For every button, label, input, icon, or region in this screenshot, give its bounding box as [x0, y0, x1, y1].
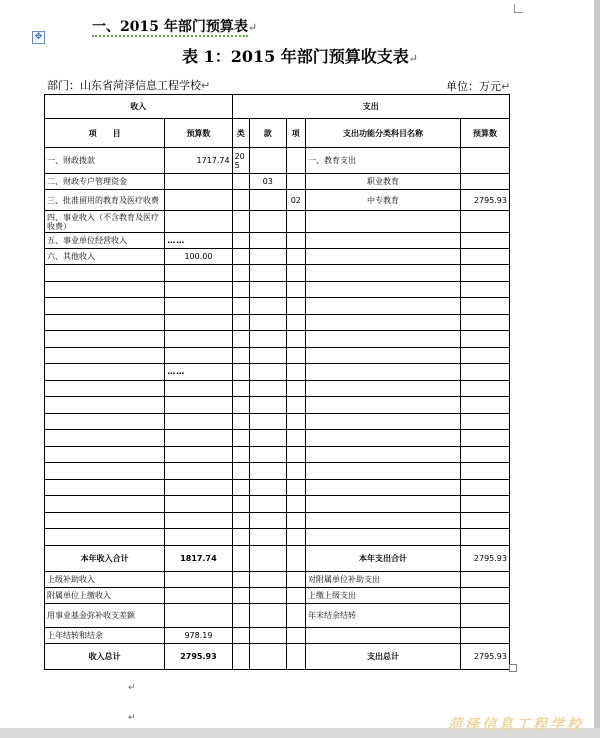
- cell-xiang[interactable]: [286, 397, 305, 414]
- cell-budget2[interactable]: [460, 233, 509, 249]
- cell-budget2[interactable]: [460, 603, 509, 627]
- table-row: [45, 529, 510, 546]
- cell-kuan[interactable]: [249, 148, 286, 174]
- cell-budget2[interactable]: [460, 298, 509, 315]
- total-expense-value[interactable]: 2795.93: [460, 545, 509, 571]
- cell-budget2[interactable]: [460, 512, 509, 529]
- cell-budget[interactable]: [165, 571, 232, 587]
- grand-income-label[interactable]: 收入总计: [45, 643, 165, 669]
- cell-xiang[interactable]: [286, 148, 305, 174]
- cell-kuan[interactable]: [249, 298, 286, 315]
- cell-kuan[interactable]: [249, 347, 286, 364]
- cell-kuan[interactable]: [249, 249, 286, 265]
- cell-lei[interactable]: [232, 249, 249, 265]
- table-row: [45, 380, 510, 397]
- cell-kuan[interactable]: [249, 529, 286, 546]
- cell-xiang[interactable]: 02: [286, 190, 305, 211]
- cell-xiang[interactable]: [286, 545, 305, 571]
- table-row: [45, 233, 510, 249]
- cell-item[interactable]: 用事业基金弥补收支差额: [45, 603, 165, 627]
- cell-func[interactable]: [305, 364, 460, 381]
- cell-func[interactable]: 中专教育: [305, 190, 460, 211]
- cell-item[interactable]: [45, 413, 165, 430]
- table-row: [45, 512, 510, 529]
- cell-budget2[interactable]: [460, 281, 509, 298]
- cell-xiang[interactable]: [286, 627, 305, 643]
- cell-xiang[interactable]: [286, 174, 305, 190]
- extra-row: [45, 627, 510, 643]
- cell-kuan[interactable]: [249, 545, 286, 571]
- cell-func[interactable]: [305, 463, 460, 480]
- cell-xiang[interactable]: [286, 529, 305, 546]
- cell-budget2[interactable]: [460, 148, 509, 174]
- cell-xiang[interactable]: [286, 446, 305, 463]
- total-expense-label[interactable]: 本年支出合计: [305, 545, 460, 571]
- cell-xiang[interactable]: [286, 347, 305, 364]
- cell-lei[interactable]: [232, 512, 249, 529]
- cell-budget[interactable]: [165, 314, 232, 331]
- table-row: [45, 190, 510, 211]
- cell-item[interactable]: [45, 281, 165, 298]
- cell-lei[interactable]: [232, 380, 249, 397]
- cell-func[interactable]: [305, 298, 460, 315]
- cell-lei[interactable]: [232, 545, 249, 571]
- table-row: [45, 397, 510, 414]
- paragraph-mark-icon: ↵: [247, 21, 258, 34]
- cell-lei[interactable]: [232, 265, 249, 282]
- table-resize-handle[interactable]: [509, 664, 517, 672]
- table-row: [45, 314, 510, 331]
- cell-budget2[interactable]: [460, 249, 509, 265]
- cell-func[interactable]: [305, 529, 460, 546]
- cell-budget2[interactable]: [460, 265, 509, 282]
- cell-budget2[interactable]: [460, 364, 509, 381]
- cell-item[interactable]: [45, 479, 165, 496]
- income-header[interactable]: 收入: [45, 95, 233, 119]
- table-row: [45, 174, 510, 190]
- cell-xiang[interactable]: [286, 331, 305, 348]
- cell-budget[interactable]: 978.19: [165, 627, 232, 643]
- extra-row: [45, 587, 510, 603]
- cell-budget[interactable]: [165, 512, 232, 529]
- table-row: [45, 347, 510, 364]
- cell-item[interactable]: 三、批准留用的教育及医疗收费: [45, 190, 165, 211]
- cell-budget2[interactable]: [460, 446, 509, 463]
- cell-xiang[interactable]: [286, 364, 305, 381]
- cell-kuan[interactable]: [249, 496, 286, 513]
- cell-lei[interactable]: [232, 463, 249, 480]
- cell-xiang[interactable]: [286, 233, 305, 249]
- cell-budget[interactable]: [165, 603, 232, 627]
- cell-xiang[interactable]: [286, 643, 305, 669]
- table-row: [45, 211, 510, 233]
- cell-xiang[interactable]: [286, 380, 305, 397]
- cell-func[interactable]: [305, 413, 460, 430]
- budget-table: [44, 94, 510, 670]
- col-budget-header[interactable]: 预算数: [165, 119, 232, 148]
- table-title-text: 表 1：2015 年部门预算收支表: [181, 47, 409, 66]
- crop-mark: [514, 4, 523, 13]
- cell-budget[interactable]: [165, 587, 232, 603]
- page-edge-shadow: [594, 0, 600, 738]
- cell-xiang[interactable]: [286, 298, 305, 315]
- cell-lei[interactable]: [232, 446, 249, 463]
- cell-item[interactable]: [45, 298, 165, 315]
- cell-item[interactable]: [45, 529, 165, 546]
- cell-func[interactable]: [305, 233, 460, 249]
- cell-lei[interactable]: [232, 281, 249, 298]
- cell-lei[interactable]: [232, 413, 249, 430]
- table-row: [45, 446, 510, 463]
- cell-budget2[interactable]: [460, 479, 509, 496]
- section-heading: [92, 16, 257, 36]
- cell-budget[interactable]: [165, 529, 232, 546]
- cell-budget[interactable]: [165, 174, 232, 190]
- cell-func[interactable]: [305, 479, 460, 496]
- cell-func[interactable]: 一、教育支出: [305, 148, 460, 174]
- cell-func[interactable]: [305, 265, 460, 282]
- cell-item[interactable]: [45, 397, 165, 414]
- cell-kuan[interactable]: [249, 211, 286, 233]
- table-row: [45, 281, 510, 298]
- cell-kuan[interactable]: [249, 603, 286, 627]
- cell-lei[interactable]: [232, 314, 249, 331]
- cell-xiang[interactable]: [286, 463, 305, 480]
- cell-lei[interactable]: [232, 364, 249, 381]
- cell-item[interactable]: [45, 314, 165, 331]
- cell-func[interactable]: [305, 446, 460, 463]
- cell-lei[interactable]: [232, 603, 249, 627]
- cell-kuan[interactable]: [249, 265, 286, 282]
- cell-lei[interactable]: [232, 627, 249, 643]
- cell-lei[interactable]: [232, 174, 249, 190]
- col-xiang-header[interactable]: 项: [286, 119, 305, 148]
- grand-total-row: [45, 643, 510, 669]
- cell-kuan[interactable]: [249, 397, 286, 414]
- cell-item[interactable]: 上级补助收入: [45, 571, 165, 587]
- cell-budget[interactable]: [165, 496, 232, 513]
- cell-item[interactable]: [45, 331, 165, 348]
- cell-kuan[interactable]: [249, 281, 286, 298]
- cell-budget[interactable]: [165, 479, 232, 496]
- total-income-label[interactable]: 本年收入合计: [45, 545, 165, 571]
- cell-lei[interactable]: [232, 331, 249, 348]
- cell-kuan[interactable]: [249, 430, 286, 447]
- grand-expense-value[interactable]: 2795.93: [460, 643, 509, 669]
- cell-budget2[interactable]: [460, 397, 509, 414]
- cell-item[interactable]: [45, 364, 165, 381]
- cell-item[interactable]: 附属单位上缴收入: [45, 587, 165, 603]
- cell-item[interactable]: [45, 265, 165, 282]
- section-heading-text: 一、2015 年部门预算表: [92, 19, 248, 35]
- cell-budget[interactable]: [165, 413, 232, 430]
- grand-expense-label[interactable]: 支出总计: [305, 643, 460, 669]
- cell-xiang[interactable]: [286, 265, 305, 282]
- table-row: [45, 148, 510, 174]
- department-text: 部门：山东省菏泽信息工程学校: [47, 79, 201, 92]
- cell-item[interactable]: [45, 430, 165, 447]
- cell-xiang[interactable]: [286, 281, 305, 298]
- cell-xiang[interactable]: [286, 249, 305, 265]
- cell-kuan[interactable]: [249, 587, 286, 603]
- table-row: [45, 298, 510, 315]
- cell-lei[interactable]: [232, 430, 249, 447]
- table-move-handle-icon[interactable]: ✥: [32, 31, 45, 44]
- cell-budget[interactable]: [165, 463, 232, 480]
- cell-item[interactable]: 六、其他收入: [45, 249, 165, 265]
- cell-func[interactable]: [305, 314, 460, 331]
- cell-xiang[interactable]: [286, 413, 305, 430]
- cell-budget2[interactable]: [460, 463, 509, 480]
- cell-lei[interactable]: [232, 496, 249, 513]
- cell-kuan[interactable]: [249, 233, 286, 249]
- col-func-header[interactable]: 支出功能分类科目名称: [305, 119, 460, 148]
- cell-budget[interactable]: 100.00: [165, 249, 232, 265]
- cell-budget2[interactable]: [460, 174, 509, 190]
- cell-budget[interactable]: [165, 446, 232, 463]
- table-subheader-row: [45, 119, 510, 148]
- cell-xiang[interactable]: [286, 314, 305, 331]
- cell-func[interactable]: [305, 397, 460, 414]
- total-row: [45, 545, 510, 571]
- cell-kuan[interactable]: 03: [249, 174, 286, 190]
- cell-item[interactable]: [45, 512, 165, 529]
- cell-kuan[interactable]: [249, 512, 286, 529]
- cell-budget[interactable]: [165, 331, 232, 348]
- cell-lei[interactable]: [232, 298, 249, 315]
- unit-label: [446, 78, 510, 94]
- cell-xiang[interactable]: [286, 479, 305, 496]
- col-kuan-header[interactable]: 款: [249, 119, 286, 148]
- cell-lei[interactable]: [232, 571, 249, 587]
- table-row: [45, 331, 510, 348]
- cell-xiang[interactable]: [286, 603, 305, 627]
- grand-income-value[interactable]: 2795.93: [165, 643, 232, 669]
- cell-kuan[interactable]: [249, 364, 286, 381]
- table-row: [45, 479, 510, 496]
- cell-budget2[interactable]: 2795.93: [460, 190, 509, 211]
- cell-kuan[interactable]: [249, 314, 286, 331]
- cell-budget2[interactable]: [460, 331, 509, 348]
- col-lei-header[interactable]: 类: [232, 119, 249, 148]
- cell-func[interactable]: [305, 331, 460, 348]
- cell-kuan[interactable]: [249, 571, 286, 587]
- table-title: [0, 44, 600, 67]
- cell-kuan[interactable]: [249, 413, 286, 430]
- total-income-value[interactable]: 1817.74: [165, 545, 232, 571]
- cell-func[interactable]: [305, 249, 460, 265]
- cell-func[interactable]: [305, 496, 460, 513]
- cell-xiang[interactable]: [286, 211, 305, 233]
- cell-budget2[interactable]: [460, 211, 509, 233]
- cell-budget[interactable]: 1717.74: [165, 148, 232, 174]
- cell-budget2[interactable]: [460, 347, 509, 364]
- cell-func[interactable]: [305, 281, 460, 298]
- cell-budget[interactable]: [165, 190, 232, 211]
- cell-kuan[interactable]: [249, 190, 286, 211]
- cell-lei[interactable]: [232, 211, 249, 233]
- cell-budget[interactable]: [165, 397, 232, 414]
- cell-xiang[interactable]: [286, 587, 305, 603]
- cell-budget[interactable]: ……: [165, 364, 232, 381]
- cell-item[interactable]: [45, 380, 165, 397]
- unit-text: 单位：万元: [446, 80, 501, 93]
- table-row: [45, 249, 510, 265]
- cell-kuan[interactable]: [249, 446, 286, 463]
- cell-item[interactable]: 二、财政专户管理资金: [45, 174, 165, 190]
- cell-budget[interactable]: ……: [165, 233, 232, 249]
- cell-budget2[interactable]: [460, 413, 509, 430]
- cell-kuan[interactable]: [249, 331, 286, 348]
- cell-item[interactable]: 四、事业收入（不含教育及医疗收费）: [45, 211, 165, 233]
- cell-budget[interactable]: [165, 211, 232, 233]
- cell-lei[interactable]: [232, 587, 249, 603]
- cell-func[interactable]: 上缴上级支出: [305, 587, 460, 603]
- cell-budget2[interactable]: [460, 430, 509, 447]
- cell-lei[interactable]: 205: [232, 148, 249, 174]
- watermark-logo: 菏泽信息工程学校: [448, 717, 584, 733]
- cell-budget2[interactable]: [460, 529, 509, 546]
- cell-xiang[interactable]: [286, 430, 305, 447]
- cell-item[interactable]: 五、事业单位经营收入: [45, 233, 165, 249]
- cell-func[interactable]: 年末结余结转: [305, 603, 460, 627]
- cell-lei[interactable]: [232, 479, 249, 496]
- cell-budget2[interactable]: [460, 571, 509, 587]
- cell-item[interactable]: 上年结转和结余: [45, 627, 165, 643]
- table-row: [45, 463, 510, 480]
- table-row: [45, 413, 510, 430]
- cell-item[interactable]: [45, 496, 165, 513]
- cell-budget2[interactable]: [460, 587, 509, 603]
- paragraph-mark-icon: ↵: [501, 80, 511, 93]
- expense-header[interactable]: 支出: [232, 95, 509, 119]
- paragraph-mark-icon: ↵: [128, 713, 136, 723]
- table-row: [45, 364, 510, 381]
- cell-func[interactable]: [305, 627, 460, 643]
- cell-budget2[interactable]: [460, 314, 509, 331]
- cell-budget[interactable]: [165, 265, 232, 282]
- table-header-row: [45, 95, 510, 119]
- table-row: [45, 265, 510, 282]
- cell-func[interactable]: 对附属单位补助支出: [305, 571, 460, 587]
- cell-lei[interactable]: [232, 190, 249, 211]
- cell-lei[interactable]: [232, 529, 249, 546]
- cell-budget[interactable]: [165, 380, 232, 397]
- cell-kuan[interactable]: [249, 479, 286, 496]
- cell-xiang[interactable]: [286, 496, 305, 513]
- cell-item[interactable]: 一、财政拨款: [45, 148, 165, 174]
- paragraph-mark-icon: ↵: [408, 52, 419, 65]
- cell-budget[interactable]: [165, 298, 232, 315]
- department-label: [47, 77, 210, 93]
- cell-func[interactable]: [305, 430, 460, 447]
- cell-item[interactable]: [45, 446, 165, 463]
- cell-xiang[interactable]: [286, 512, 305, 529]
- cell-func[interactable]: [305, 380, 460, 397]
- cell-budget[interactable]: [165, 281, 232, 298]
- col-budget2-header[interactable]: 预算数: [460, 119, 509, 148]
- cell-lei[interactable]: [232, 643, 249, 669]
- paragraph-mark-icon: ↵: [128, 683, 136, 693]
- cell-func[interactable]: 职业教育: [305, 174, 460, 190]
- cell-lei[interactable]: [232, 347, 249, 364]
- cell-budget[interactable]: [165, 430, 232, 447]
- cell-budget[interactable]: [165, 347, 232, 364]
- col-item-header[interactable]: 项 目: [45, 119, 165, 148]
- cell-xiang[interactable]: [286, 571, 305, 587]
- extra-row: [45, 603, 510, 627]
- cell-lei[interactable]: [232, 233, 249, 249]
- cell-lei[interactable]: [232, 397, 249, 414]
- cell-kuan[interactable]: [249, 380, 286, 397]
- cell-budget2[interactable]: [460, 627, 509, 643]
- cell-func[interactable]: [305, 347, 460, 364]
- table-row: [45, 430, 510, 447]
- cell-kuan[interactable]: [249, 463, 286, 480]
- cell-item[interactable]: [45, 347, 165, 364]
- table-row: [45, 496, 510, 513]
- cell-kuan[interactable]: [249, 627, 286, 643]
- cell-func[interactable]: [305, 512, 460, 529]
- cell-kuan[interactable]: [249, 643, 286, 669]
- cell-item[interactable]: [45, 463, 165, 480]
- cell-func[interactable]: [305, 211, 460, 233]
- cell-budget2[interactable]: [460, 380, 509, 397]
- cell-budget2[interactable]: [460, 496, 509, 513]
- paragraph-mark-icon: ↵: [201, 79, 211, 92]
- extra-row: [45, 571, 510, 587]
